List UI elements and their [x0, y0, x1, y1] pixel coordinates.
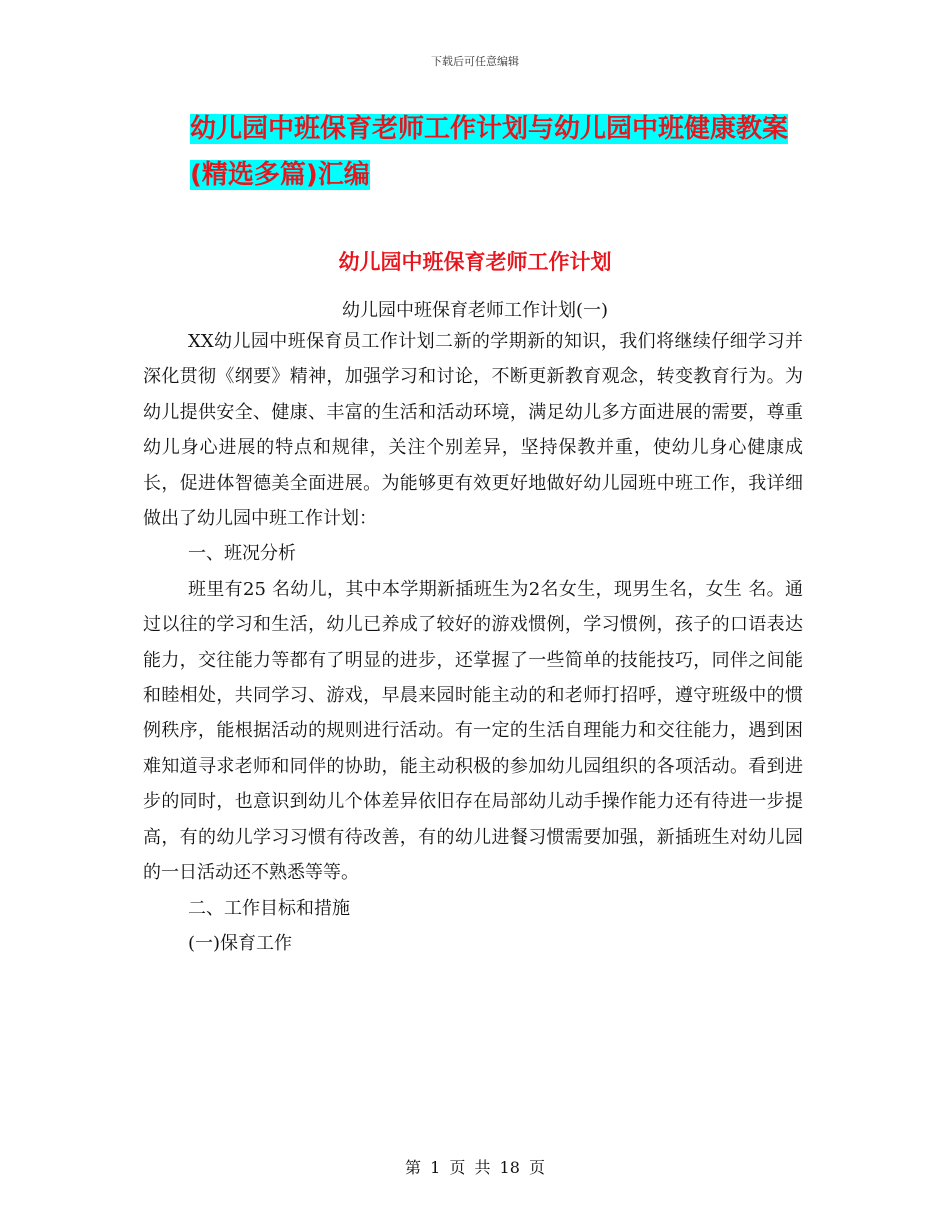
document-title — [190, 106, 830, 198]
intro-paragraph: XX幼儿园中班保育员工作计划二新的学期新的知识，我们将继续仔细学习并深化贯彻《纲要》精神，加强学习和讨论，不断更新教育观念，转变教育行为。为幼儿提供安全、健康、丰富的生活和活动环境，满足幼儿多方面进展的需要，尊重幼儿身心进展的特点和规律，关注个别差异，坚持保教并重，使幼儿身心健康成长，促进体智德美全面进展。为能够更有效更好地做好幼儿园班中班工作，我详细做出了幼儿园中班工作计划： — [143, 331, 803, 530]
heading-goals-and-measures: 二、工作目标和措施 — [188, 897, 350, 919]
header-note: 下载后可任意编辑 — [431, 55, 519, 68]
heading-class-analysis: 一、班况分析 — [188, 543, 296, 565]
body-text — [143, 324, 803, 961]
document-title-line-2: (精选多篇)汇编 — [190, 160, 370, 190]
subsection-title: 幼儿园中班保育老师工作计划(一) — [341, 300, 609, 321]
page-footer: 第 1 页 共 18 页 — [405, 1158, 545, 1177]
section-title: 幼儿园中班保育老师工作计划 — [338, 250, 612, 274]
document-title-line-1: 幼儿园中班保育老师工作计划与幼儿园中班健康教案 — [190, 114, 789, 144]
class-analysis-paragraph: 班里有25 名幼儿，其中本学期新插班生为2名女生，现男生名，女生 名。通过以往的学习和生活，幼儿已养成了较好的游戏惯例，学习惯例，孩子的口语表达能力，交往能力等都有了明显的进步，还掌握了一些简单的技能技巧，同伴之间能和睦相处，共同学习、游戏，早晨来园时能主动的和老师打招呼，遵守班级中的惯例秩序，能根据活动的规则进行活动。有一定的生活自理能力和交往能力，遇到困难知道寻求老师和同伴的协助，能主动积极的参加幼儿园组织的各项活动。看到进步的同时，也意识到幼儿个体差异依旧存在局部幼儿动手操作能力还有待进一步提高，有的幼儿学习习惯有待改善，有的幼儿进餐习惯需要加强，新插班生对幼儿园的一日活动还不熟悉等等。 — [143, 578, 803, 884]
heading-care-work: (一)保育工作 — [188, 932, 293, 954]
